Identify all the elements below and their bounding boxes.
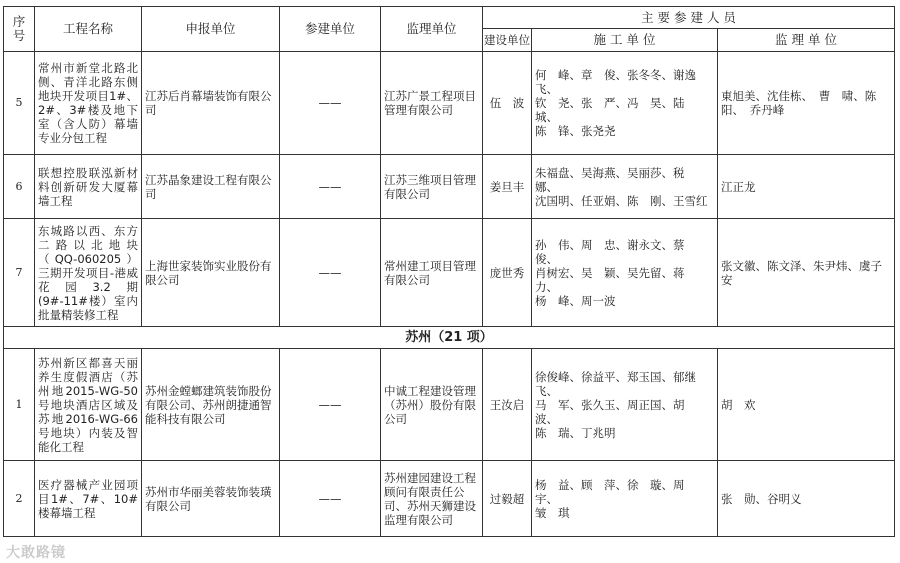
header-applicant: 申报单位 — [142, 7, 280, 52]
row-supervise-persons: 张 勋、谷明义 — [718, 461, 895, 537]
section-title: 苏州（21 项） — [4, 327, 895, 349]
row-build-person: 过毅超 — [483, 461, 532, 537]
row-participant: —— — [280, 349, 381, 461]
table-row — [4, 52, 895, 155]
row-seq: 7 — [4, 219, 35, 327]
row-supervision: 苏州建园建设工程顾问有限责任公司、苏州天狮建设监理有限公司 — [381, 461, 483, 537]
row-supervise-persons: 张文徽、陈文泽、朱尹炜、虞子安 — [718, 219, 895, 327]
row-construct-persons: 徐俊峰、徐益平、郑玉国、郁继飞、 马 军、张久玉、周正国、胡 波、 陈 瑞、丁兆明 — [532, 349, 718, 461]
row-supervise-persons: 江正龙 — [718, 155, 895, 219]
row-supervision: 江苏广景工程项目管理有限公司 — [381, 52, 483, 155]
row-project-name: 东城路以西、东方二路以北地块（QQ-060205）三期开发项目-港威花园3.2期(9#-11#楼）室内批量精装修工程 — [35, 219, 142, 327]
row-project-name: 苏州新区都喜天丽养生度假酒店（苏州地2015-WG-50号地块酒店区域及苏地2016-WG-66号地块）内装及智能化工程 — [35, 349, 142, 461]
watermark-text: 大敢路镜 — [6, 545, 66, 561]
row-seq: 2 — [4, 461, 35, 537]
section-row — [4, 327, 895, 349]
row-construct-persons: 孙 伟、周 忠、谢永文、蔡 俊、 肖树宏、吴 颖、吴先留、蒋 力、 杨 峰、周一波 — [532, 219, 718, 327]
row-seq: 1 — [4, 349, 35, 461]
header-main-personnel: 主 要 参 建 人 员 — [483, 7, 895, 29]
row-participant: —— — [280, 219, 381, 327]
row-applicant: 苏州金螳螂建筑装饰股份有限公司、苏州朗捷通智能科技有限公司 — [142, 349, 280, 461]
header-seq: 序号 — [4, 7, 35, 52]
project-table — [3, 6, 895, 537]
header-participant: 参建单位 — [280, 7, 381, 52]
table-row — [4, 155, 895, 219]
row-seq: 6 — [4, 155, 35, 219]
row-applicant: 上海世家装饰实业股份有限公司 — [142, 219, 280, 327]
table-row — [4, 461, 895, 537]
header-construct-unit: 施 工 单 位 — [532, 29, 718, 52]
row-applicant: 江苏后肖幕墙装饰有限公司 — [142, 52, 280, 155]
row-construct-persons: 朱福盘、吴海燕、吴丽莎、税 娜、 沈国明、任亚娟、陈 刚、王雪红 — [532, 155, 718, 219]
row-participant: —— — [280, 52, 381, 155]
row-seq: 5 — [4, 52, 35, 155]
row-supervise-persons: 胡 欢 — [718, 349, 895, 461]
header-build-unit: 建设单位 — [483, 29, 532, 52]
row-project-name: 常州市新堂北路北侧、青洋北路东侧地块开发项目1#、2#、3#楼及地下室（含人防）幕墙专业分包工程 — [35, 52, 142, 155]
row-construct-persons: 何 峰、章 俊、张冬冬、谢逸飞、 钦 尧、张 严、冯 昊、陆 城、 陈 锋、张尧尧 — [532, 52, 718, 155]
header-project-name: 工程名称 — [35, 7, 142, 52]
table-row — [4, 349, 895, 461]
row-build-person: 庞世秀 — [483, 219, 532, 327]
watermark — [6, 542, 66, 562]
row-supervision: 中诚工程建设管理（苏州）股份有限公司 — [381, 349, 483, 461]
table-row — [4, 219, 895, 327]
row-construct-persons: 杨 益、顾 萍、徐 璇、周 宇、 皱 琪 — [532, 461, 718, 537]
header-supervise-unit: 监 理 单 位 — [718, 29, 895, 52]
row-participant: —— — [280, 461, 381, 537]
row-supervision: 江苏三维项目管理有限公司 — [381, 155, 483, 219]
row-supervise-persons: 東旭美、沈佳栋、 曹 啸、陈 阳、 乔丹峰 — [718, 52, 895, 155]
row-applicant: 江苏晶象建设工程有限公司 — [142, 155, 280, 219]
row-build-person: 姜旦丰 — [483, 155, 532, 219]
row-supervision: 常州建工项目管理有限公司 — [381, 219, 483, 327]
row-project-name: 联想控股联泓新材料创新研发大厦幕墙工程 — [35, 155, 142, 219]
row-build-person: 王汝启 — [483, 349, 532, 461]
header-supervision: 监理单位 — [381, 7, 483, 52]
row-build-person: 伍 波 — [483, 52, 532, 155]
row-project-name: 医疗器械产业园项目1#、7#、10#楼幕墙工程 — [35, 461, 142, 537]
row-applicant: 苏州市华丽美蓉装饰装璜有限公司 — [142, 461, 280, 537]
header-row-1 — [4, 7, 895, 29]
row-participant: —— — [280, 155, 381, 219]
